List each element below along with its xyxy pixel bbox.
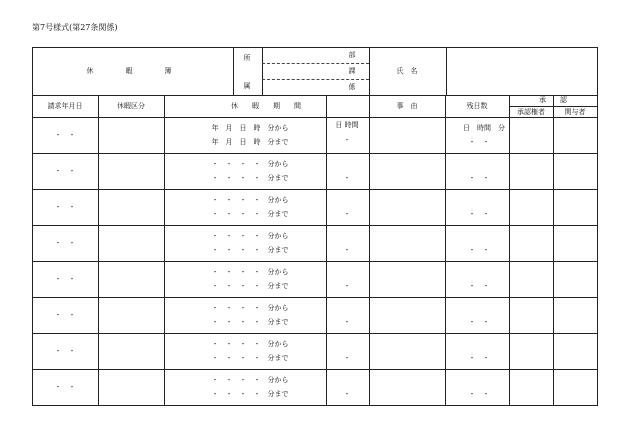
row-border-4 <box>32 297 597 298</box>
row-date: ・ ・ <box>54 167 76 175</box>
row-period-from: ・ ・ ・ ・ 分から <box>211 160 289 168</box>
row-remaining-value: ・ ・ <box>468 318 490 326</box>
row-days-value: ・ <box>343 282 351 290</box>
row-remaining-value: ・ ・ <box>468 390 490 398</box>
row-days-label: 日 時間 <box>335 121 359 129</box>
row-border-6 <box>32 369 597 370</box>
name-label: 氏 名 <box>396 67 418 75</box>
row-remaining-value: ・ ・ <box>468 210 490 218</box>
row-date: ・ ・ <box>54 383 76 391</box>
row-date: ・ ・ <box>54 239 76 247</box>
affiliation-ka: 課 <box>348 67 356 75</box>
row-border-3 <box>32 261 597 262</box>
table-top-border <box>32 47 597 48</box>
affiliation-label-border <box>262 47 263 95</box>
row-days-value: ・ <box>343 354 351 362</box>
row-remaining-value: ・ ・ <box>468 174 490 182</box>
affiliation-dash-1 <box>262 63 369 64</box>
row-border-1 <box>32 189 597 190</box>
column-border-4 <box>509 95 510 406</box>
name-right-border <box>446 47 447 95</box>
reason-left-border <box>369 47 370 406</box>
row-date: ・ ・ <box>54 131 76 139</box>
header-reason: 事 由 <box>396 102 418 110</box>
column-border-2 <box>326 95 327 406</box>
header-period: 休 暇 期 間 <box>231 102 301 110</box>
row-period-from: ・ ・ ・ ・ 分から <box>211 376 289 384</box>
affiliation-label-bottom: 属 <box>243 82 251 90</box>
affiliation-bu: 部 <box>348 51 356 59</box>
row-period-from: ・ ・ ・ ・ 分から <box>211 304 289 312</box>
row-remaining-value: ・ ・ <box>468 246 490 254</box>
column-border-3 <box>445 95 446 406</box>
header-remaining: 残日数 <box>466 102 488 110</box>
affiliation-dash-2 <box>262 79 369 80</box>
row-date: ・ ・ <box>54 275 76 283</box>
table-right-border <box>597 47 598 406</box>
header-bottom-border <box>32 117 597 118</box>
row-period-from: ・ ・ ・ ・ 分から <box>211 268 289 276</box>
row-period-from: ・ ・ ・ ・ 分から <box>211 232 289 240</box>
row-period-to: ・ ・ ・ ・ 分まで <box>211 390 289 398</box>
table-left-border <box>32 47 33 406</box>
row-days-value: ・ <box>343 390 351 398</box>
row-period-to: ・ ・ ・ ・ 分まで <box>211 282 289 290</box>
header-leave-type: 休暇区分 <box>117 102 145 110</box>
row-border-5 <box>32 333 597 334</box>
row-days-value: ・ <box>343 246 351 254</box>
affiliation-kakari: 係 <box>348 83 356 91</box>
row-remaining-value: ・ ・ <box>468 354 490 362</box>
row-period-from: 年 月 日 時 分から <box>211 124 289 132</box>
row-border-2 <box>32 225 597 226</box>
header-approver: 承認権者 <box>517 108 545 116</box>
row-period-to: ・ ・ ・ ・ 分まで <box>211 246 289 254</box>
row-date: ・ ・ <box>54 311 76 319</box>
row-days-value: ・ <box>343 318 351 326</box>
row-border-0 <box>32 153 597 154</box>
column-border-1 <box>164 95 165 406</box>
row-days-value: ・ <box>343 136 351 144</box>
column-border-0 <box>98 95 99 406</box>
header-request-date: 請求年月日 <box>47 102 83 110</box>
row-period-to: ・ ・ ・ ・ 分まで <box>211 318 289 326</box>
row-period-to: ・ ・ ・ ・ 分まで <box>211 210 289 218</box>
row-period-from: ・ ・ ・ ・ 分から <box>211 196 289 204</box>
row-period-to: ・ ・ ・ ・ 分まで <box>211 354 289 362</box>
row-date: ・ ・ <box>54 203 76 211</box>
form-caption: 第7号様式(第27条関係) <box>32 23 118 32</box>
row-days-value: ・ <box>343 174 351 182</box>
row-period-from: ・ ・ ・ ・ 分から <box>211 340 289 348</box>
affiliation-left-border <box>233 47 234 95</box>
column-border-5 <box>553 95 554 406</box>
row-period-to: ・ ・ ・ ・ 分まで <box>211 174 289 182</box>
row-border-7 <box>32 405 597 406</box>
register-title: 休 暇 簿 <box>86 67 178 75</box>
row-remaining-value: ・ ・ <box>468 138 490 146</box>
row-remaining-value: ・ ・ <box>468 282 490 290</box>
row-remaining-label: 日 時間 分 <box>463 124 505 132</box>
affiliation-label-top: 所 <box>243 54 251 62</box>
row-days-value: ・ <box>343 210 351 218</box>
row-date: ・ ・ <box>54 347 76 355</box>
header-divider <box>32 95 597 96</box>
header-involved: 関与者 <box>564 108 586 116</box>
approval-divider <box>509 106 597 107</box>
header-approval: 承 認 <box>539 96 567 104</box>
row-period-to: 年 月 日 時 分まで <box>211 138 289 146</box>
